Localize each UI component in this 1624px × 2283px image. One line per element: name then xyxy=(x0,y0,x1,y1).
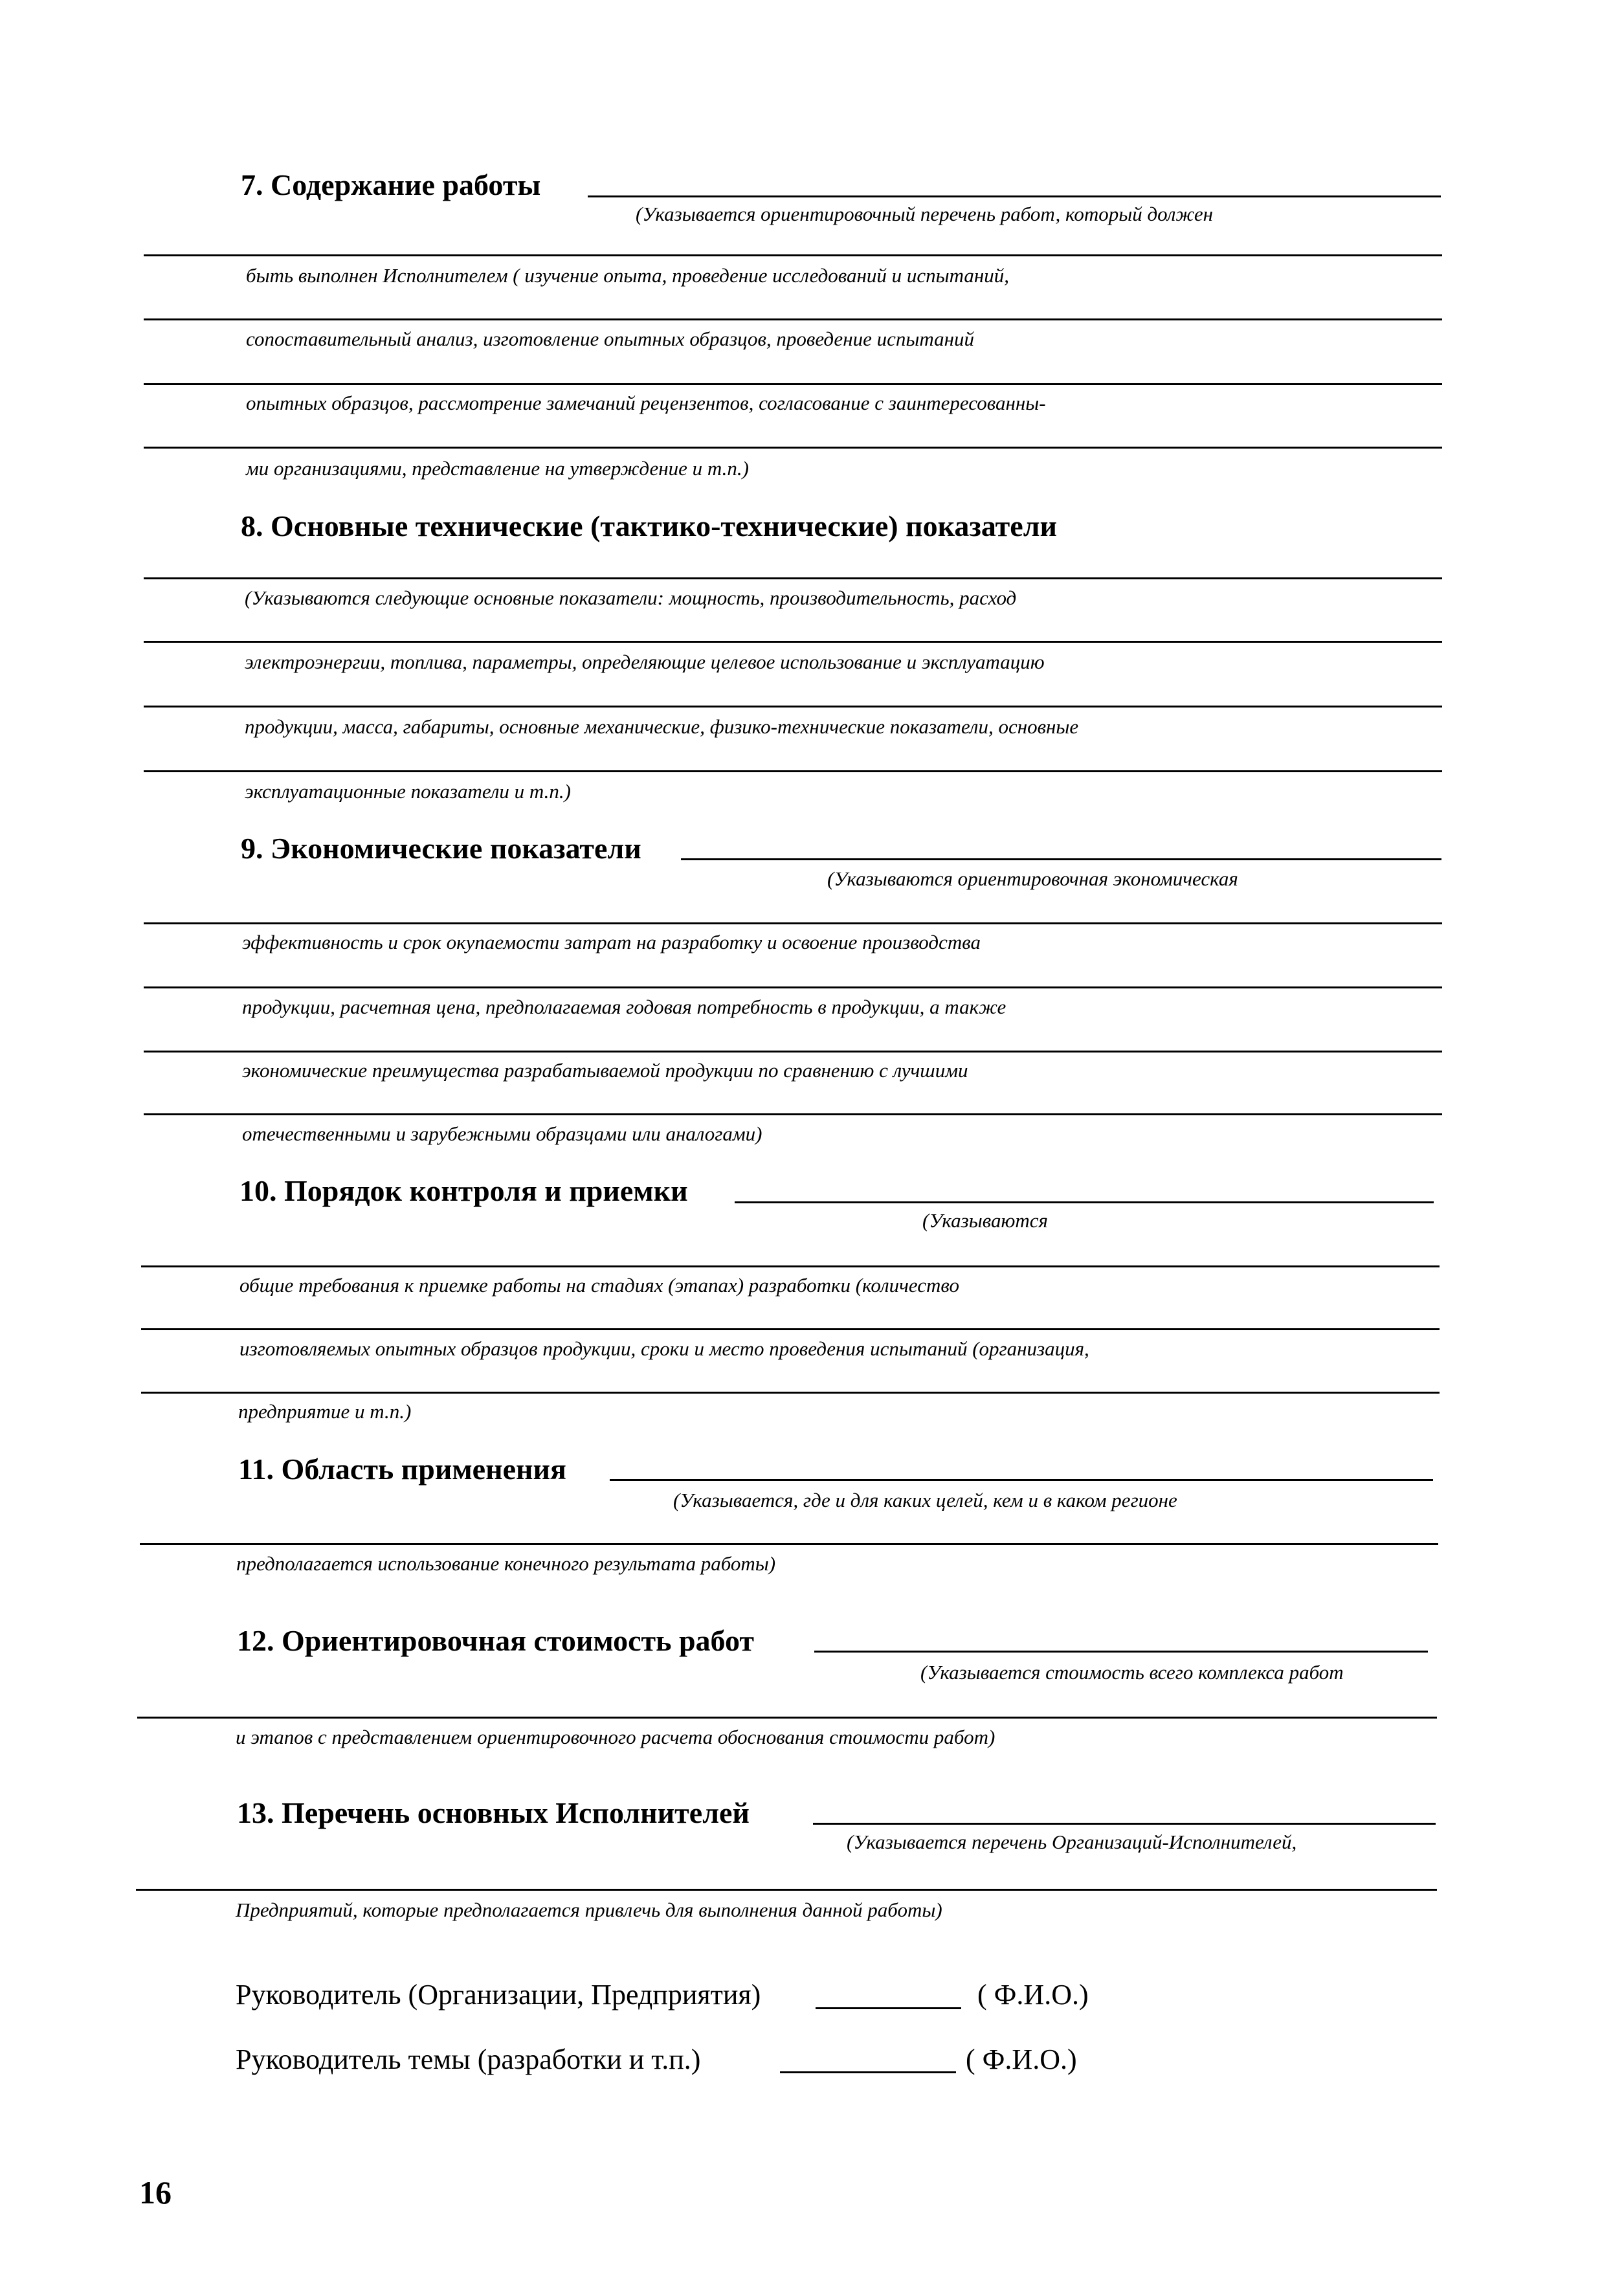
section-9-rule xyxy=(144,1051,1442,1052)
section-10-rule xyxy=(141,1328,1440,1330)
section-13-title-fill-line xyxy=(813,1823,1436,1825)
section-12-hint: (Указывается стоимость всего комплекса работ xyxy=(920,1661,1344,1684)
section-10-rule xyxy=(141,1265,1440,1267)
section-11-title-fill-line xyxy=(610,1479,1433,1481)
section-13-rule xyxy=(136,1889,1437,1891)
section-10-line-1: общие требования к приемке работы на стадиях (этапах) разработки (количество xyxy=(239,1274,959,1297)
section-7-rule xyxy=(144,383,1442,385)
section-9-line-3: экономические преимущества разрабатываемой продукции по сравнению с лучшими xyxy=(242,1059,968,1082)
section-9-title: 9. Экономические показатели xyxy=(241,832,641,865)
section-9-rule xyxy=(144,986,1442,988)
signature-head-fio: ( Ф.И.О.) xyxy=(977,1979,1089,2010)
signature-topic-line xyxy=(780,2071,956,2073)
section-11-hint: (Указывается, где и для каких целей, кем и в каком регионе xyxy=(673,1489,1177,1511)
section-10-rule xyxy=(141,1392,1440,1394)
section-10-hint: (Указываются xyxy=(922,1209,1048,1232)
section-8-line-3: продукции, масса, габариты, основные механические, физико-технические показатели, основные xyxy=(245,715,1079,738)
section-13-hint: (Указывается перечень Организаций-Исполнителей, xyxy=(847,1831,1297,1853)
section-7-title-fill-line xyxy=(588,195,1441,197)
section-8-rule xyxy=(144,706,1442,707)
section-7-line-3: опытных образцов, рассмотрение замечаний рецензентов, согласование с заинтересованны- xyxy=(246,392,1046,414)
signature-head-label: Руководитель (Организации, Предприятия) xyxy=(236,1979,761,2010)
section-7-line-4: ми организациями, представление на утверждение и т.п.) xyxy=(246,457,749,480)
section-12-line-1: и этапов с представлением ориентировочного расчета обоснования стоимости работ) xyxy=(236,1726,996,1748)
section-10-line-3: предприятие и т.п.) xyxy=(238,1400,412,1423)
section-9-rule xyxy=(144,1113,1442,1115)
signature-topic-fio: ( Ф.И.О.) xyxy=(966,2044,1077,2075)
section-9-line-1: эффективность и срок окупаемости затрат на разработку и освоение производства xyxy=(242,931,981,953)
section-7-rule xyxy=(144,254,1442,256)
section-10-line-2: изготовляемых опытных образцов продукции, сроки и место проведения испытаний (организация, xyxy=(239,1337,1089,1360)
section-11-rule xyxy=(140,1543,1438,1545)
section-8-line-4: эксплуатационные показатели и т.п.) xyxy=(245,780,571,803)
section-12-rule xyxy=(137,1717,1437,1719)
section-8-rule xyxy=(144,641,1442,643)
section-12-title-fill-line xyxy=(814,1651,1428,1653)
section-13-line-1: Предприятий, которые предполагается привлечь для выполнения данной работы) xyxy=(236,1899,942,1921)
section-8-line-2: электроэнергии, топлива, параметры, определяющие целевое использование и эксплуатацию xyxy=(245,651,1045,673)
section-13-title: 13. Перечень основных Исполнителей xyxy=(237,1796,750,1829)
section-9-hint: (Указываются ориентировочная экономическая xyxy=(827,867,1238,890)
page-number: 16 xyxy=(139,2174,172,2211)
section-9-line-2: продукции, расчетная цена, предполагаемая годовая потребность в продукции, а также xyxy=(242,996,1007,1018)
section-8-title: 8. Основные технические (тактико-технические) показатели xyxy=(241,509,1058,542)
section-10-title: 10. Порядок контроля и приемки xyxy=(239,1174,688,1207)
section-10-title-fill-line xyxy=(735,1201,1434,1203)
section-11-line-1: предполагается использование конечного результата работы) xyxy=(236,1552,776,1575)
section-7-line-1: быть выполнен Исполнителем ( изучение опыта, проведение исследований и испытаний, xyxy=(246,264,1010,287)
section-9-rule xyxy=(144,922,1442,924)
signature-head-line xyxy=(816,2007,961,2009)
section-7-line-2: сопоставительный анализ, изготовление опытных образцов, проведение испытаний xyxy=(246,328,974,350)
section-9-line-4: отечественными и зарубежными образцами или аналогами) xyxy=(242,1122,762,1145)
section-7-title: 7. Содержание работы xyxy=(241,168,541,201)
section-7-rule xyxy=(144,447,1442,449)
signature-topic-label: Руководитель темы (разработки и т.п.) xyxy=(236,2044,701,2075)
section-7-rule xyxy=(144,318,1442,320)
section-8-line-1: (Указываются следующие основные показатели: мощность, производительность, расход xyxy=(245,586,1017,609)
section-11-title: 11. Область применения xyxy=(238,1453,566,1486)
section-12-title: 12. Ориентировочная стоимость работ xyxy=(237,1624,754,1657)
section-7-hint: (Указывается ориентировочный перечень работ, который должен xyxy=(636,203,1213,225)
section-9-title-fill-line xyxy=(681,858,1441,860)
section-8-rule xyxy=(144,770,1442,772)
section-8-rule xyxy=(144,577,1442,579)
